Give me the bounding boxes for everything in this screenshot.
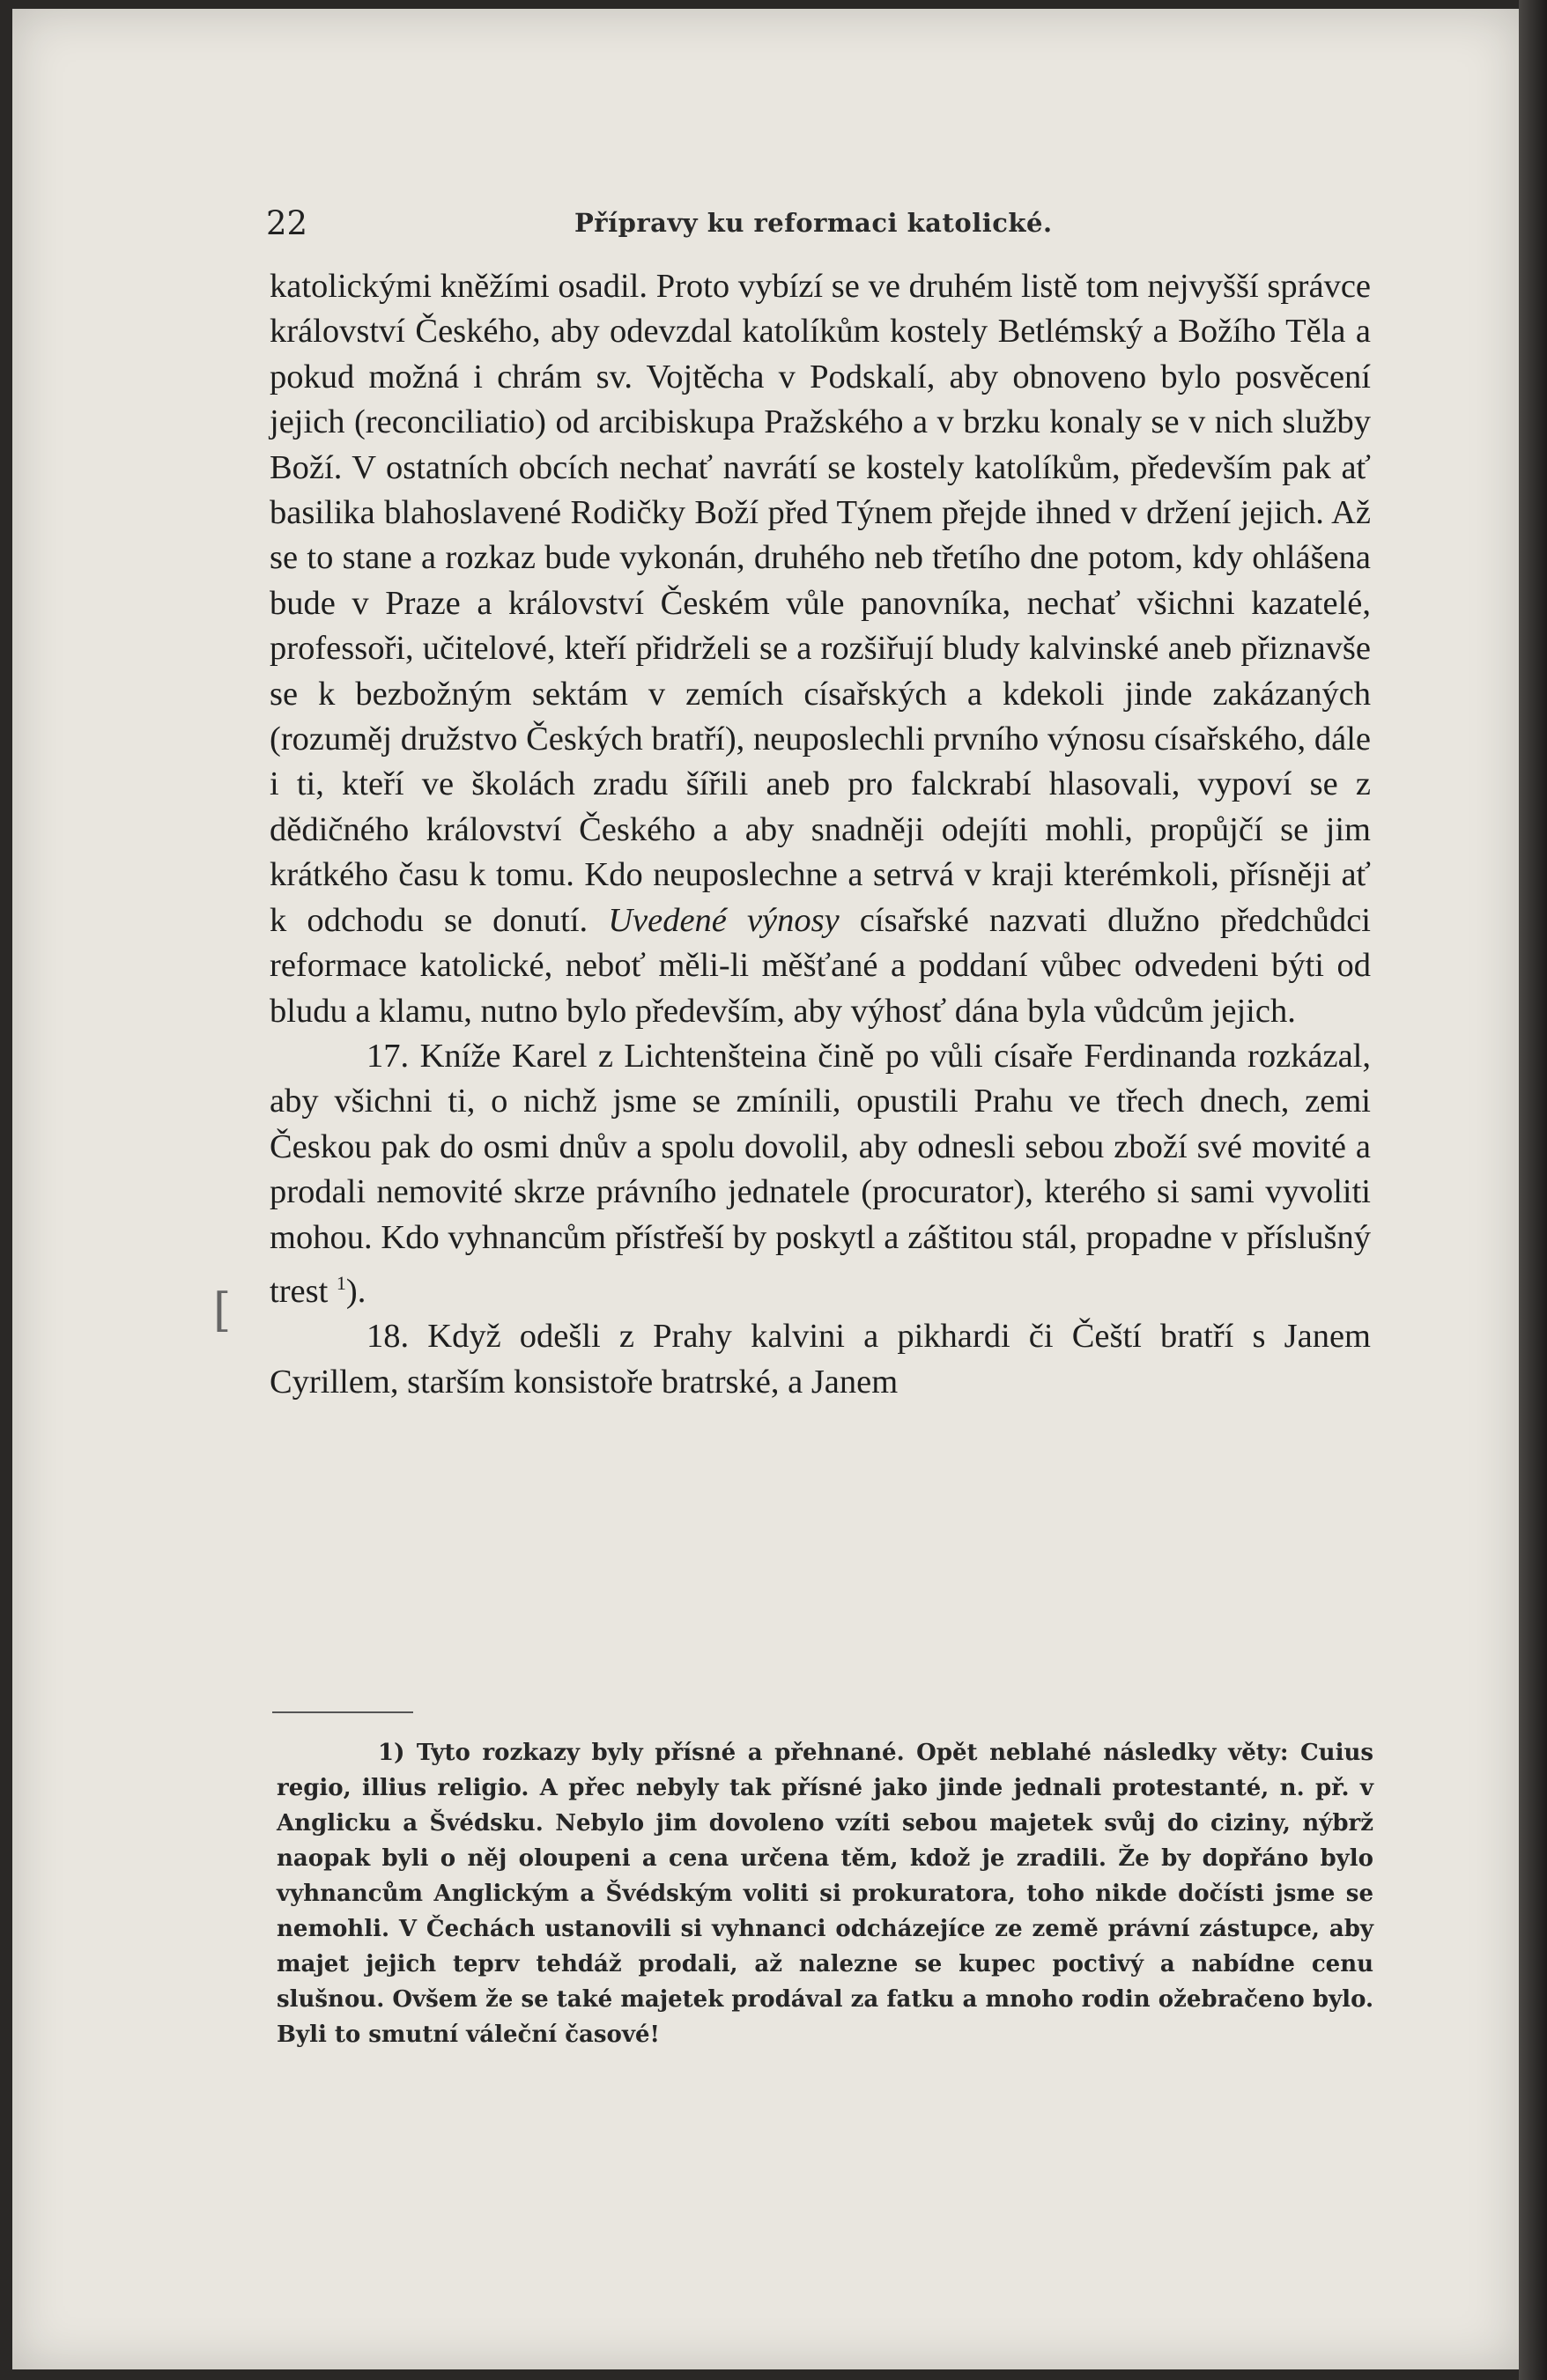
page-number: 22 — [266, 204, 308, 242]
paragraph-1-start: katolickými kněžími osadil. Proto vybízí se ve druhém listě tom nejvyšší správce království Českého, aby odevzdal katolíkům kostely Betlémský a Božího Těla a pokud možná i chrám sv. Vojtěcha v Podskalí, aby obnoveno bylo posvěcení jejich (reconciliatio) od arcibiskupa Pražského a v brzku konaly se v nich služby Boží. V ostatních obcích nechať navrátí se kostely katolíkům, především pak ať basilika blahoslavené Rodičky Boží před Týnem přejde ihned v držení jejich. Až se to stane a rozkaz bude vykonán, druhého neb třetího dne potom, kdy ohlášena bude v Praze a království Českém vůle panovníka, nechať všichni kazatelé, professoři, učitelové, kteří přidrželi se a rozšiřují bludy kalvinské aneb přiznavše se k bezbožným sektám v zemích císařských a kdekoli jinde zakázaných (rozuměj družstvo Českých bratří), neuposlechli prvního výnosu císařského, dále i ti, kteří ve školách zradu šířili aneb pro falckrabí hlasovali, vypoví se z dědičného království Českého a aby snadněji odejíti mohli, propůjčí se jim krátkého času k tomu. Kdo neuposlechne a setrvá v kraji kterémkoli, přísněji ať k odchodu se donutí. — [270, 268, 1371, 939]
footnote-reference: 1 — [336, 1271, 346, 1294]
running-title: Přípravy ku reformaci katolické. — [574, 208, 1053, 238]
footnote-text: ) Tyto rozkazy byly přísné a přehnané. Opět neblahé následky věty: Cuius regio, illius religio. A přec nebyly tak přísné jako jinde jednali protestanté, n. př. v Anglicku a Švédsku. Nebylo jim dovoleno vzíti sebou majetek svůj do ciziny, nýbrž naopak byli o něj oloupeni a cena určena těm, kdož je zradili. Že by dopřáno bylo vyhnancům Anglickým a Švédským voliti si prokuratora, toho nikde dočísti jsme se nemohli. V Čechách ustanovili si vyhnanci odcházejíce ze země právní zástupce, aby majet jejich teprv tehdáž prodali, až nalezne se kupec poctivý a nabídne cenu slušnou. Ovšem že se také majetek prodával za fatku a mnoho rodin ožebračeno bylo. Byli to smutní váleční časové! — [277, 1740, 1373, 2048]
page-header — [266, 204, 1385, 248]
paragraph-18: 18. Když odešli z Prahy kalvini a pikhardi či Čeští bratří s Janem Cyrillem, starším konsistoře bratrské, a Janem — [270, 1318, 1371, 1401]
paragraph-17-text: 17. Kníže Karel z Lichtenšteina čině po vůli císaře Ferdinanda rozkázal, aby všichni ti, o nichž jsme se zmínili, opustili Prahu ve třech dnech, zemi Českou pak do osmi dnův a spolu dovolil, aby odnesli sebou zboží své movité a prodali nemovité skrze právního jednatele (procurator), kterého si sami vyvoliti mohou. Kdo vyhnancům přístřeší by poskytl a záštitou stál, propadne v příslušný trest — [270, 1037, 1371, 1310]
footnote-1 — [277, 1735, 1373, 2052]
book-page — [12, 9, 1521, 2369]
footnote-divider — [272, 1711, 413, 1713]
footnote-mark: 1 — [378, 1740, 395, 1766]
footnote-block — [277, 1735, 1373, 2052]
scan-edge — [1519, 0, 1547, 2380]
paragraph-1-italic: Uvedené výnosy — [608, 901, 840, 939]
paragraph-17 — [270, 1034, 1371, 1314]
main-text — [270, 264, 1371, 1405]
paragraph-1 — [270, 264, 1371, 1034]
paragraph-17-end: ). — [345, 1272, 366, 1310]
paragraph-1-end: císařské nazvati dlužno předchůdci reformace katolické, neboť měli-li měšťané a poddaní vůbec odvedeni býti od bludu a klamu, nutno bylo především, aby výhosť dána byla vůdcům jejich. — [270, 901, 1371, 1030]
margin-bracket-mark: [ — [213, 1284, 232, 1337]
